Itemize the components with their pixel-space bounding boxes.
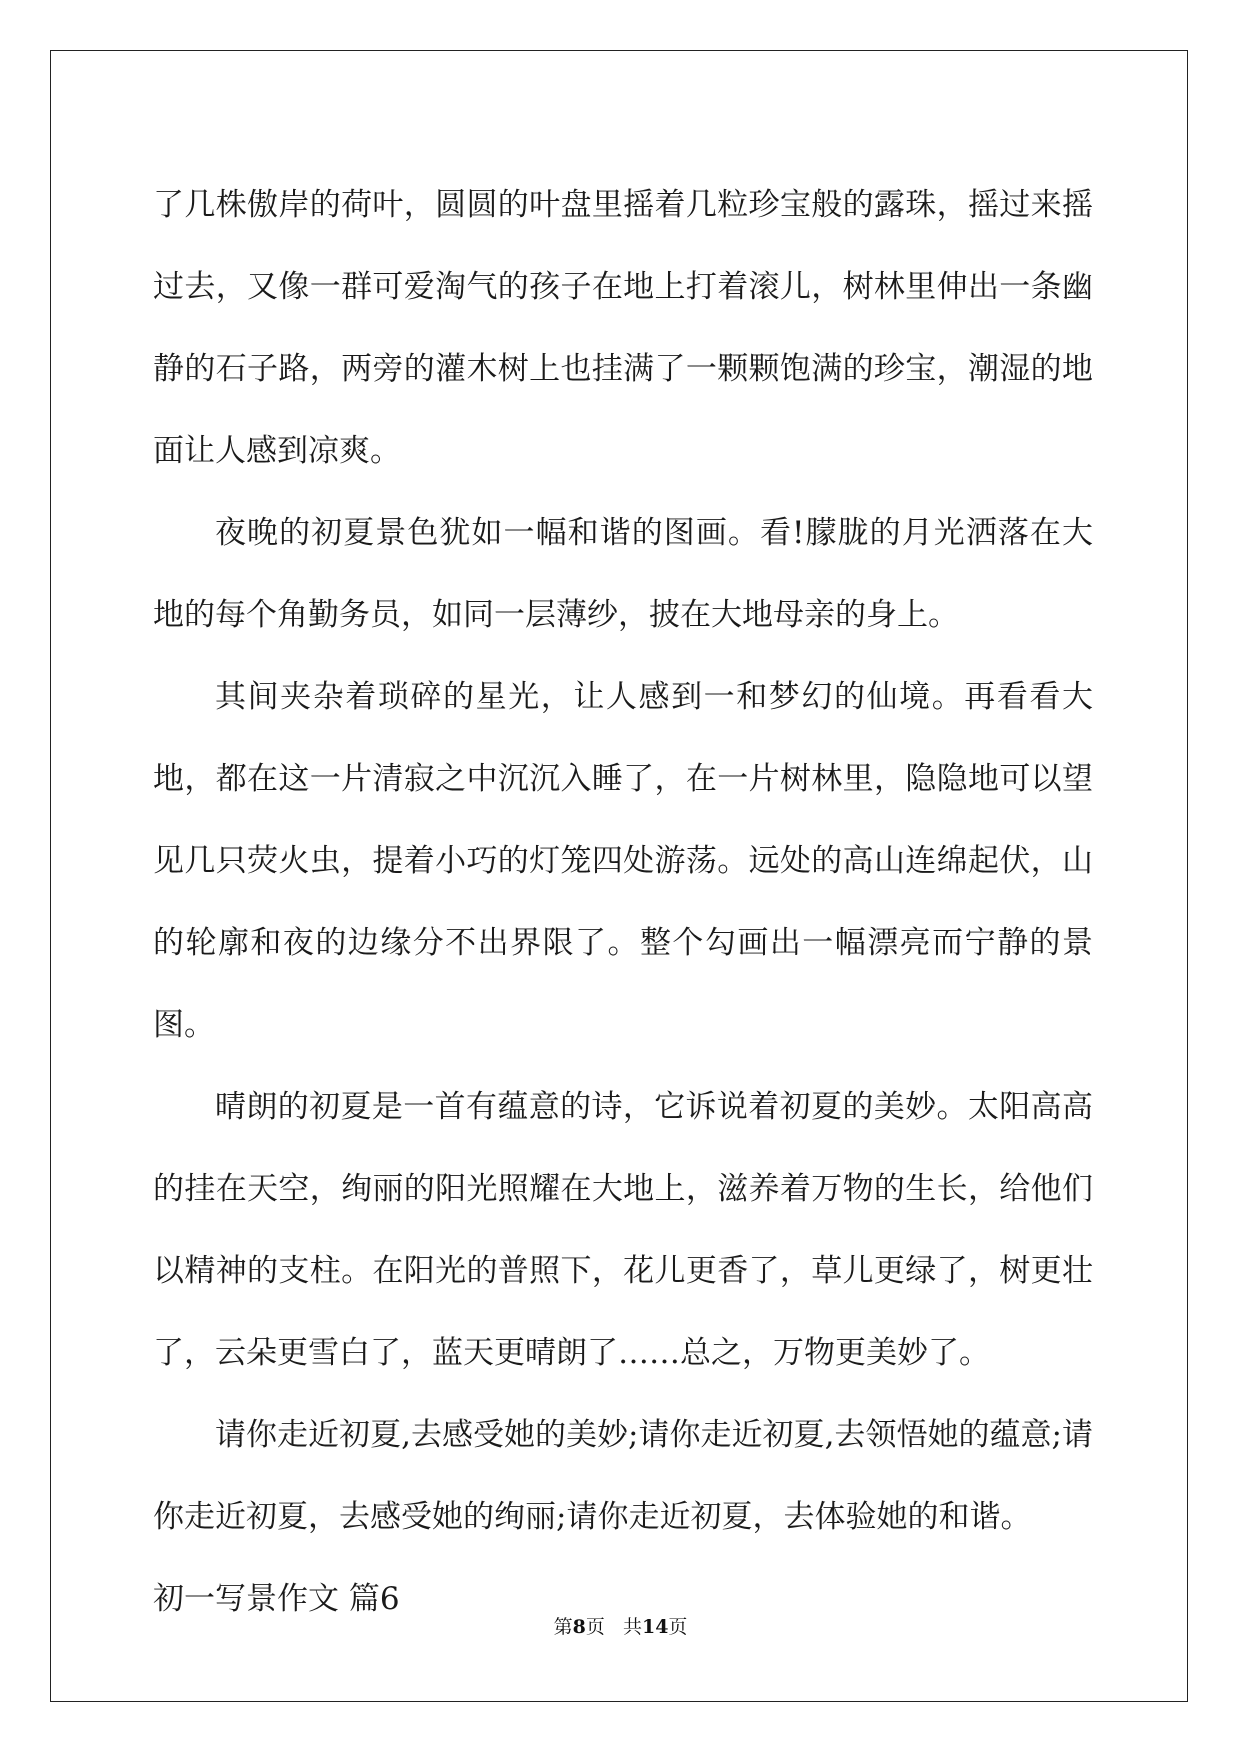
footer-total-pages: 14 — [641, 1616, 669, 1638]
document-body — [153, 164, 1093, 1640]
text-line: 了几株傲岸的荷叶，圆圆的叶盘里摇着几粒珍宝般的露珠，摇过来摇 — [153, 187, 1093, 223]
footer-page-suffix: 页 — [585, 1616, 605, 1638]
text-line: 请你走近初夏，去感受她的绚丽;请你走近初夏，去体验她的和谐。 — [153, 1417, 1093, 1535]
text-line: 的挂在天空，绚丽的阳光照耀在大地上，滋养着万物的生长，给他们 — [153, 1171, 1093, 1207]
footer-page-number: 8 — [572, 1616, 586, 1638]
paragraph — [153, 1394, 1093, 1558]
footer-total-prefix: 共 — [622, 1616, 642, 1638]
paragraph — [153, 164, 1093, 492]
text-line: 请你走近初夏,去感受她的美妙;请你走近初夏,去领悟她的蕴意; — [215, 1417, 1062, 1453]
text-line: 了，云朵更雪白了，蓝天更晴朗了……总之，万物更美妙了。 — [153, 1335, 990, 1371]
text-line: 初一写景作文 篇6 — [153, 1581, 400, 1617]
text-line: 廓和夜的边缘分不出界限了。整个勾画出一幅漂亮而宁静的景图。 — [153, 925, 1094, 1043]
footer-page-prefix: 第 — [553, 1616, 573, 1638]
page-footer — [0, 1618, 1241, 1637]
footer-total-suffix: 页 — [668, 1616, 688, 1638]
paragraph — [153, 1066, 1093, 1394]
text-line: 夜晚的初夏景色犹如一幅和谐的图画。看!朦胧的月光洒落在大地 — [153, 515, 1093, 633]
text-line: 都在这一片清寂之中沉沉入睡了，在一片树林里，隐隐地可以望见几 — [153, 761, 1094, 879]
text-line: 只荧火虫，提着小巧的灯笼四处游荡。远处的高山连绵起伏，山的轮 — [153, 843, 1094, 961]
text-line: 过去，又像一群可爱淘气的孩子在地上打着滚儿，树林里伸出一条幽 — [153, 269, 1093, 305]
text-line: 其间夹杂着琐碎的星光，让人感到一和梦幻的仙境。再看看大地， — [153, 679, 1093, 797]
text-line: 晴朗的初夏是一首有蕴意的诗，它诉说着初夏的美妙。太阳高高 — [215, 1089, 1093, 1125]
text-line: 面让人感到凉爽。 — [153, 433, 401, 469]
paragraph — [153, 656, 1093, 1066]
paragraph — [153, 492, 1093, 656]
text-line: 静的石子路，两旁的灌木树上也挂满了一颗颗饱满的珍宝，潮湿的地 — [153, 351, 1093, 387]
text-line: 以精神的支柱。在阳光的普照下，花儿更香了，草儿更绿了，树更壮 — [153, 1253, 1093, 1289]
text-line: 的每个角勤务员，如同一层薄纱，披在大地母亲的身上。 — [184, 597, 959, 633]
